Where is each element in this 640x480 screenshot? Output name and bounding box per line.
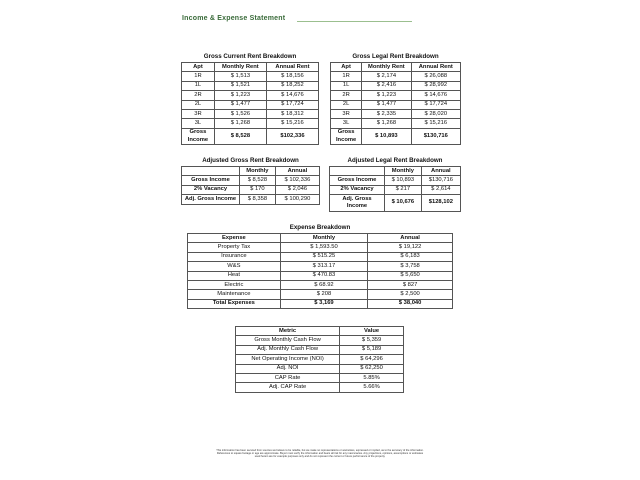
cell-apt: 2L — [182, 100, 215, 109]
cell-monthly: $ 2,416 — [362, 81, 411, 90]
cell-apt: 3R — [331, 109, 362, 118]
table-row — [182, 72, 319, 81]
cell-value: $ 5,189 — [340, 345, 404, 354]
cell-total-monthly: $ 8,528 — [214, 128, 266, 145]
cell-monthly: $ 1,268 — [214, 119, 266, 128]
gross-legal-rent-table — [330, 62, 461, 145]
table-header-row — [330, 167, 461, 176]
cell-total-label: Gross Income — [182, 128, 215, 145]
col-header: Annual — [275, 167, 319, 176]
cell-annual: $ 102,336 — [275, 176, 319, 185]
table-row — [236, 345, 404, 354]
cell-annual: $ 18,312 — [266, 109, 318, 118]
cell-metric: Gross Monthly Cash Flow — [236, 336, 340, 345]
metrics-table — [235, 326, 404, 393]
table-row — [330, 195, 461, 212]
total-row — [182, 128, 319, 145]
table-row — [236, 336, 404, 345]
cell-apt: 3L — [331, 119, 362, 128]
cell-monthly: $ 2,335 — [362, 109, 411, 118]
disclaimer-text: This information has been secured from sources we believe to be reliable, but we make no representations or warranties, expressed or implied, as to the accuracy of the information. References to square footage or age are approximate. Buyer must verify the information and bears all risk for any inaccuracies. Any projections, opinions, assumptions or estimates used herein are for example purposes only and do not represent the current or future performance of the property. — [216, 449, 424, 459]
gross-current-rent-table — [181, 62, 319, 145]
cell-metric: Adj. CAP Rate — [236, 383, 340, 392]
cell-monthly: $ 10,893 — [385, 176, 422, 185]
table-row — [182, 176, 320, 185]
col-header: Monthly Rent — [214, 63, 266, 72]
cell-monthly: $ 68.92 — [280, 280, 367, 289]
cell-expense: Electric — [188, 280, 281, 289]
cell-value: 5.66% — [340, 383, 404, 392]
table-row — [188, 290, 453, 299]
cell-value: $ 5,359 — [340, 336, 404, 345]
cell-monthly: $ 515.25 — [280, 252, 367, 261]
cell-value: 5.85% — [340, 373, 404, 382]
col-header: Annual — [421, 167, 460, 176]
cell-total-annual: $102,336 — [266, 128, 318, 145]
gross-legal-rent-title: Gross Legal Rent Breakdown — [352, 53, 439, 60]
table-row — [236, 364, 404, 373]
table-row — [236, 373, 404, 382]
table-row — [330, 176, 461, 185]
cell-annual: $ 15,216 — [411, 119, 460, 128]
col-header: Monthly — [239, 167, 275, 176]
cell-monthly: $ 1,521 — [214, 81, 266, 90]
adjusted-legal-rent-table — [329, 166, 461, 212]
table-header-row — [182, 63, 319, 72]
cell-annual: $ 28,020 — [411, 109, 460, 118]
cell-apt: 2L — [331, 100, 362, 109]
gross-current-rent-title: Gross Current Rent Breakdown — [203, 53, 297, 60]
col-header: Apt — [182, 63, 215, 72]
cell-apt: 3R — [182, 109, 215, 118]
table-header-row — [188, 234, 453, 243]
cell-total-monthly: $ 3,169 — [280, 299, 367, 308]
metrics-block — [235, 326, 404, 393]
col-header: Apt — [331, 63, 362, 72]
table-row — [331, 119, 461, 128]
adjusted-legal-rent-block — [329, 157, 461, 212]
cell-total-label: Gross Income — [331, 128, 362, 145]
header-divider — [297, 21, 412, 22]
cell-expense: W&S — [188, 262, 281, 271]
col-header: Expense — [188, 234, 281, 243]
table-row — [236, 355, 404, 364]
cell-apt: 1L — [182, 81, 215, 90]
cell-annual: $ 6,183 — [368, 252, 453, 261]
cell-expense: Heat — [188, 271, 281, 280]
cell-annual: $130,716 — [421, 176, 460, 185]
table-row — [331, 100, 461, 109]
cell-monthly: $ 208 — [280, 290, 367, 299]
cell-monthly: $ 1,223 — [214, 91, 266, 100]
cell-monthly: $ 1,526 — [214, 109, 266, 118]
table-header-row — [182, 167, 320, 176]
cell-apt: 1L — [331, 81, 362, 90]
gross-current-rent-block — [181, 53, 319, 145]
total-row — [331, 128, 461, 145]
cell-expense: Maintenance — [188, 290, 281, 299]
cell-annual: $ 28,992 — [411, 81, 460, 90]
cell-metric: Net Operating Income (NOI) — [236, 355, 340, 364]
table-row — [182, 185, 320, 194]
cell-monthly: $ 470.83 — [280, 271, 367, 280]
cell-monthly: $ 170 — [239, 185, 275, 194]
cell-monthly: $ 1,477 — [214, 100, 266, 109]
table-row — [188, 262, 453, 271]
col-header: Annual — [368, 234, 453, 243]
cell-metric: Adj. Monthly Cash Flow — [236, 345, 340, 354]
cell-label: Gross Income — [182, 176, 240, 185]
cell-monthly: $ 1,268 — [362, 119, 411, 128]
cell-metric: CAP Rate — [236, 373, 340, 382]
cell-monthly: $ 10,676 — [385, 195, 422, 212]
cell-apt: 3L — [182, 119, 215, 128]
total-row — [188, 299, 453, 308]
cell-annual: $ 15,216 — [266, 119, 318, 128]
cell-annual: $ 26,088 — [411, 72, 460, 81]
cell-annual: $ 3,758 — [368, 262, 453, 271]
cell-total-label: Total Expenses — [188, 299, 281, 308]
table-row — [182, 91, 319, 100]
cell-annual: $ 2,614 — [421, 185, 460, 194]
adjusted-gross-rent-title: Adjusted Gross Rent Breakdown — [202, 157, 299, 164]
cell-annual: $ 18,156 — [266, 72, 318, 81]
cell-value: $ 64,296 — [340, 355, 404, 364]
cell-value: $ 62,250 — [340, 364, 404, 373]
cell-annual: $ 19,122 — [368, 243, 453, 252]
table-row — [330, 185, 461, 194]
col-header: Monthly — [280, 234, 367, 243]
cell-annual: $ 100,290 — [275, 195, 319, 204]
table-row — [331, 72, 461, 81]
table-row — [331, 81, 461, 90]
cell-monthly: $ 1,223 — [362, 91, 411, 100]
cell-annual: $ 2,500 — [368, 290, 453, 299]
col-header — [182, 167, 240, 176]
expense-breakdown-table — [187, 233, 453, 309]
col-header: Monthly — [385, 167, 422, 176]
table-header-row — [236, 327, 404, 336]
cell-expense: Insurance — [188, 252, 281, 261]
table-row — [331, 91, 461, 100]
table-row — [236, 383, 404, 392]
col-header: Metric — [236, 327, 340, 336]
adjusted-legal-rent-title: Adjusted Legal Rent Breakdown — [347, 157, 443, 164]
expense-breakdown-title: Expense Breakdown — [289, 224, 351, 231]
cell-monthly: $ 2,174 — [362, 72, 411, 81]
table-row — [188, 243, 453, 252]
adjusted-gross-rent-block — [181, 157, 320, 205]
cell-monthly: $ 1,477 — [362, 100, 411, 109]
cell-label: 2% Vacancy — [330, 185, 385, 194]
table-row — [188, 271, 453, 280]
cell-annual: $ 14,676 — [266, 91, 318, 100]
cell-annual: $ 17,724 — [411, 100, 460, 109]
cell-monthly: $ 313.17 — [280, 262, 367, 271]
gross-legal-rent-block — [330, 53, 461, 145]
cell-annual: $ 2,046 — [275, 185, 319, 194]
cell-label: 2% Vacancy — [182, 185, 240, 194]
table-row — [182, 119, 319, 128]
cell-annual: $128,102 — [421, 195, 460, 212]
page-title: Income & Expense Statement — [182, 15, 286, 22]
expense-breakdown-block — [187, 224, 453, 309]
cell-annual: $ 17,724 — [266, 100, 318, 109]
col-header: Annual Rent — [266, 63, 318, 72]
cell-annual: $ 14,676 — [411, 91, 460, 100]
cell-apt: 2R — [182, 91, 215, 100]
table-row — [331, 109, 461, 118]
cell-annual: $ 18,252 — [266, 81, 318, 90]
adjusted-gross-rent-table — [181, 166, 320, 205]
col-header: Annual Rent — [411, 63, 460, 72]
cell-monthly: $ 1,593.50 — [280, 243, 367, 252]
cell-total-monthly: $ 10,893 — [362, 128, 411, 145]
cell-annual: $ 5,650 — [368, 271, 453, 280]
cell-apt: 2R — [331, 91, 362, 100]
cell-label: Adj. Gross Income — [330, 195, 385, 212]
table-row — [182, 195, 320, 204]
cell-metric: Adj. NOI — [236, 364, 340, 373]
col-header: Value — [340, 327, 404, 336]
table-header-row — [331, 63, 461, 72]
table-row — [188, 252, 453, 261]
col-header — [330, 167, 385, 176]
cell-monthly: $ 8,358 — [239, 195, 275, 204]
cell-label: Gross Income — [330, 176, 385, 185]
cell-monthly: $ 1,513 — [214, 72, 266, 81]
cell-monthly: $ 8,528 — [239, 176, 275, 185]
table-row — [182, 81, 319, 90]
cell-label: Adj. Gross Income — [182, 195, 240, 204]
cell-monthly: $ 217 — [385, 185, 422, 194]
cell-apt: 1R — [331, 72, 362, 81]
col-header: Monthly Rent — [362, 63, 411, 72]
table-row — [182, 100, 319, 109]
table-row — [182, 109, 319, 118]
cell-apt: 1R — [182, 72, 215, 81]
cell-expense: Property Tax — [188, 243, 281, 252]
cell-total-annual: $ 38,040 — [368, 299, 453, 308]
table-row — [188, 280, 453, 289]
cell-annual: $ 827 — [368, 280, 453, 289]
cell-total-annual: $130,716 — [411, 128, 460, 145]
